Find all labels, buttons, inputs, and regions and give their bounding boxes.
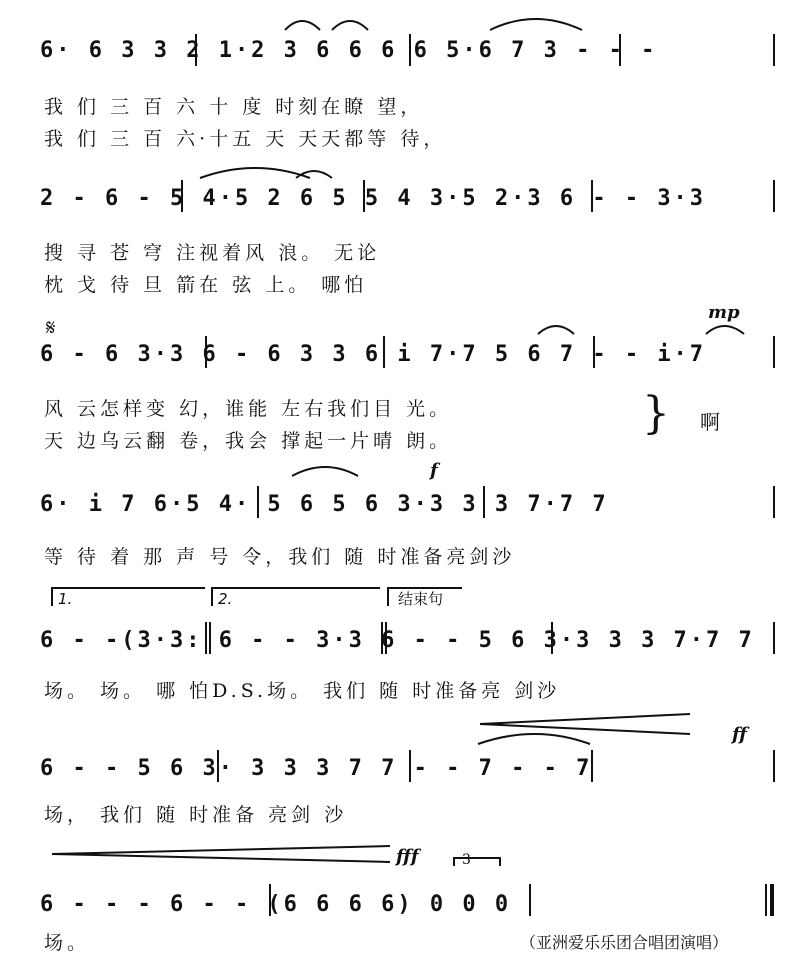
notes-line-1: 6· 6 3 3 2 1·2 3 6 6 6 6 5·6 7 3 - - - [40, 38, 658, 63]
lyric-4a: 等 待 着 那 声 号 令，我们 随 时准备亮剑沙 [44, 546, 516, 568]
dynamic-ff: ff [732, 724, 747, 745]
dynamic-f: f [430, 460, 438, 481]
notes-line-4: 6· i 7 6·5 4· 5 6 5 6 3·3 3 3 7·7 7 [40, 492, 609, 517]
lyric-3a: 风 云怎样变 幻，谁能 左右我们目 光。 [44, 398, 453, 420]
lyric-6a: 场， 我们 随 时准备 亮剑 沙 [44, 804, 348, 826]
lyric-1b: 我 们 三 百 六·十五 天 天天都等 待， [44, 128, 447, 150]
notes-line-5: 6 - -(3·3: 6 - - 3·3 6 - - 5 6 3·3 3 3 7·7 7 [40, 628, 755, 653]
volta-1-label: 1. [58, 590, 73, 608]
lyric-7a: 场。 [44, 932, 91, 954]
triplet-mark: 3 [462, 852, 471, 868]
notes-line-7: 6 - - - 6 - - (6 6 6 6) 0 0 0 [40, 892, 512, 917]
lyric-3b: 天 边乌云翻 卷，我会 撑起一片晴 朗。 [44, 430, 453, 452]
performer-credit: （亚洲爱乐乐团合唱团演唱） [520, 933, 729, 952]
lyric-2b: 枕 戈 待 旦 箭在 弦 上。 哪怕 [44, 274, 368, 296]
notes-line-6: 6 - - 5 6 3· 3 3 3 7 7 - - 7 - - 7 [40, 756, 593, 781]
lyric-2a: 搜 寻 苍 穹 注视着风 浪。 无论 [44, 242, 381, 264]
brace: } [642, 388, 670, 439]
lyric-5a: 场。 场。 哪 怕D.S.场。 我们 随 时准备亮 剑沙 [44, 680, 561, 702]
notes-line-2: 2 - 6 - 5 4·5 2 6 5 5 4 3·5 2·3 6 - - 3·3 [40, 186, 707, 211]
dynamic-mp: mp [708, 302, 740, 323]
ending-label: 结束句 [398, 590, 444, 608]
notes-line-3: 6 - 6 3·3 6 - 6 3 3 6 i 7·7 5 6 7 - - i·7 [40, 342, 707, 367]
lyric-1a: 我 们 三 百 六 十 度 时刻在瞭 望， [44, 96, 424, 118]
segno-sign: 𝄋 [46, 316, 56, 341]
dynamic-fff: fff [396, 846, 419, 867]
volta-2-label: 2. [218, 590, 233, 608]
aside-text: 啊 [700, 410, 720, 434]
